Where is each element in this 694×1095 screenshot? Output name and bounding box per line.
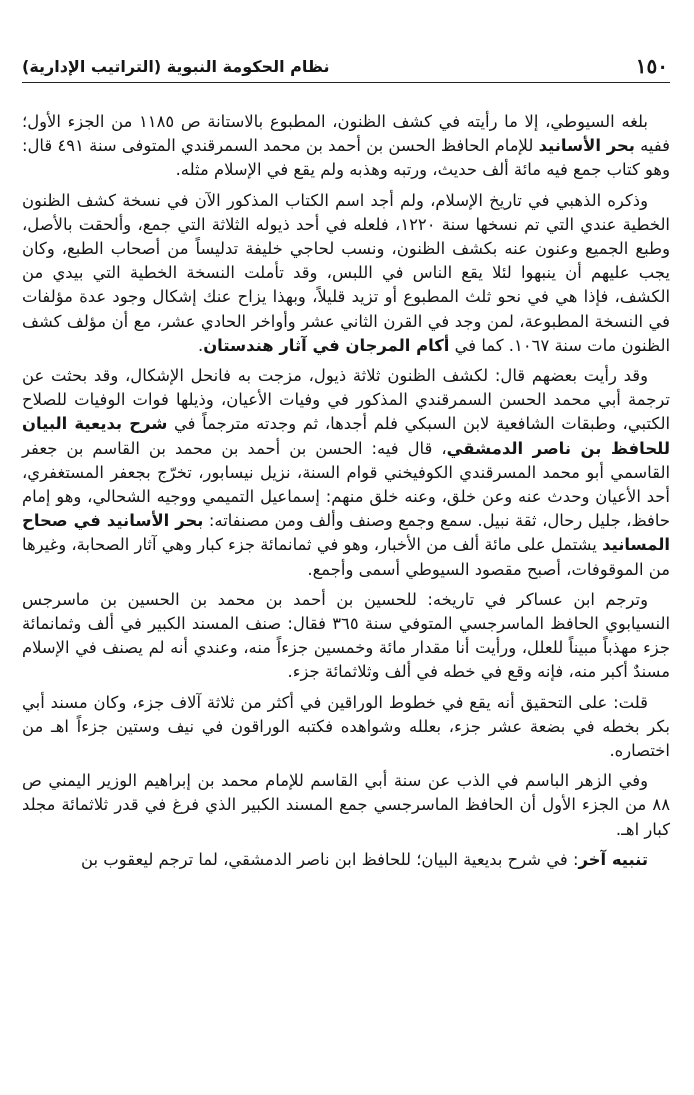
paragraph-2 <box>22 189 670 358</box>
text-run: وذكره الذهبي في تاريخ الإسلام، ولم أجد اسم الكتاب المذكور الآن في نسخة كشف الظنون الخطية عندي التي تم نسخها سنة ١٢٢٠، فلعله في أحد ذيوله الثلاثة التي جمع، وألحقت بالأصل، وطبع الجميع وعنون عنه بكشف الظنون، ونسب لحاجي خليفة تدليساً من أصحاب الطبع، وكان يجب عليهم أن ينبهوا لئلا يقع الناس في اللبس، وقد تأملت النسخة الخطية التي بيدي من الكشف، فإذا هي في نحو ثلث المطبوع أو تزيد قليلاً، وبهذا يزاح عنك إشكال وجود عدة مؤلفات في النسخة المطبوعة، لمن وجد في القرن الثاني عشر وأواخر الحادي عشر، مع أن مؤلف كشف الظنون مات سنة ١٠٦٧. كما في <box>22 190 670 355</box>
running-title: نظام الحكومة النبوية (التراتيب الإدارية) <box>22 57 330 76</box>
paragraph-4 <box>22 588 670 685</box>
book-title-sharh-badiiyat: شرح بديعية البيان للحافظ بن ناصر الدمشقي <box>22 414 670 458</box>
book-title-bahr-al-asanid-full: بحر الأسانيد في صحاح المسانيد <box>22 511 670 555</box>
text-run: قلت: على التحقيق أنه يقع في خطوط الوراقين في أكثر من ثلاثة آلاف جزء، وكان مسند أبي بكر بخطه في بضعة عشر جزء، بعلله وشواهده فكتبه الوراقون في نيف وستين جزءاً اهـ من اختصاره. <box>22 692 670 761</box>
text-run: وقد رأيت بعضهم قال: لكشف الظنون ثلاثة ذيول، مزجت به فانحل الإشكال، وقد بحثت عن ترجمة أبي محمد الحسن السمرقندي المذكور في وفيات الأعيان، وذيلها فوات الوفيات للصلاح الكتبي، وطبقات الشافعية لابن السبكي فلم أجدها، ثم وجدته مترجماً في <box>22 366 670 434</box>
text-run: للإمام الحافظ الحسن بن أحمد بن محمد السمرقندي المتوفى سنة ٤٩١ قال: وهو كتاب جمع فيه مائة ألف حديث، ورتبه وهذبه ولم يقع في الإسلام مثله. <box>22 136 670 180</box>
page-header <box>22 40 670 83</box>
text-run: . <box>197 335 204 355</box>
book-title-bahr-al-asanid: بحر الأسانيد <box>538 136 635 156</box>
paragraph-1 <box>22 110 670 183</box>
page-number: ١٥٠ <box>635 54 668 78</box>
note-heading: تنبيه آخر <box>578 849 648 869</box>
paragraph-6 <box>22 769 670 842</box>
text-run: يشتمل على مائة ألف من الأخبار، وهو في ثمانمائة جزء كبار وهي آثار الصحابة، وغيرها من الموقوفات، أصبح مقصود السيوطي أسمى وأجمع. <box>22 535 670 579</box>
paragraph-7 <box>22 848 670 872</box>
text-run: وفي الزهر الباسم في الذب عن سنة أبي القاسم للإمام محمد بن إبراهيم الوزير اليمني ص ٨٨ من الجزء الأول أن الحافظ الماسرجسي جمع المسند الكبير الذي فرغ في قدر ثلاثمائة مجلد كبار اهـ. <box>22 771 670 839</box>
book-title-akam-al-marjan: أكام المرجان في آثار هندستان <box>203 335 450 355</box>
paragraph-3 <box>22 364 670 582</box>
text-run: ، قال فيه: الحسن بن أحمد بن محمد بن القاسم بن جعفر القاسمي أبو محمد المسرقندي الكوفيخني قوام السنة، نزيل نيسابور، تخرّج بجعفر المستغفري، أحد الأعيان وحدث عنه وعن خلق، وعنه خلق منهم: إسماعيل التميمي ووجيه الشحالي، وهو إمام حافظ، جليل رحال، ثقة نبيل. سمع وجمع وصنف وألف ومن مصنفاته: <box>22 438 670 531</box>
paragraph-5 <box>22 691 670 764</box>
body-text <box>22 110 670 878</box>
text-run: وترجم ابن عساكر في تاريخه: للحسين بن أحمد بن محمد بن الحسين بن ماسرجس النسيابوي الحافظ الماسرجسي المتوفي سنة ٣٦٥ فقال: صنف المسند الكبير في ألف وثمانمائة جزء مهذباً مبيناً للعلل، ورأيت أنا مقدار مائة وخمسين جزءاً منه، وعندي أنه لم يصنف في الإسلام مسندٌ أكبر منه، فإنه وقع في خطه في ألف وثلاثمائة جزء. <box>22 589 670 682</box>
text-run: : في شرح بديعية البيان؛ للحافظ ابن ناصر الدمشقي، لما ترجم ليعقوب بن <box>81 849 579 869</box>
text-run: بلغه السيوطي، إلا ما رأيته في كشف الظنون، المطبوع بالاستانة ص ١١٨٥ من الجزء الأول؛ ففيه <box>22 112 670 156</box>
